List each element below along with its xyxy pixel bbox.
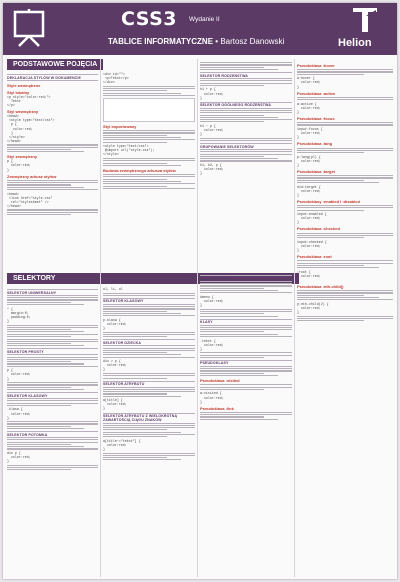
text-block — [7, 382, 98, 390]
subheading-root: Pseudoklasa :root — [297, 254, 332, 260]
heading-selektor-klasowy-2: SELEKTOR KLASOWY — [103, 298, 195, 305]
column-3-bottom — [200, 273, 292, 577]
text-block — [297, 122, 393, 125]
text-block — [7, 465, 98, 471]
column-divider — [100, 59, 101, 577]
text-block — [103, 425, 195, 438]
heading-pseudoklasy: PSEUDOKLASY — [200, 360, 292, 367]
subheading-style-wewnetrzne: Style wewnętrzne — [7, 83, 41, 88]
heading-selektor-rodzenstwa: SELEKTOR RODZEŃSTWA — [200, 72, 292, 79]
header-banner — [3, 3, 397, 55]
text-block — [103, 332, 195, 338]
text-block — [297, 175, 393, 183]
text-block — [297, 233, 393, 239]
code-nth-child: p:nth-child(2) { color:red; } — [297, 301, 329, 315]
text-block — [200, 138, 292, 141]
text-block — [297, 316, 393, 322]
heading-deklaracja: DEKLARACJA STYLÓW W DOKUMENCIE — [7, 74, 98, 81]
subheading-styl-zewnetrzny: Styl zewnętrzny — [7, 154, 38, 160]
sheet-title: CSS3 — [121, 8, 178, 30]
code-klasy: .tekst { color:red; } — [200, 338, 224, 351]
text-block — [103, 174, 195, 189]
text-block — [297, 69, 393, 75]
text-block — [200, 412, 292, 420]
text-block — [200, 352, 292, 358]
text-block — [103, 453, 195, 461]
cheat-sheet-page — [3, 3, 397, 579]
author-name: Bartosz Danowski — [220, 37, 285, 46]
text-block — [200, 283, 292, 293]
code-enabled: input:enabled { color:red; } — [297, 212, 327, 225]
text-block — [200, 384, 292, 390]
text-block — [7, 297, 98, 305]
heading-selektor-uniwersalny: SELEKTOR UNIWERSALNY — [7, 289, 98, 296]
text-block — [7, 421, 98, 429]
code-active: a:active { color:red; } — [297, 101, 321, 114]
text-block — [7, 180, 98, 190]
subheading-nth-child: Pseudoklasa :nth-child() — [297, 284, 344, 289]
heading-selektor-ogolnego-rodzenstwa: SELEKTOR OGÓLNEGO RODZEŃSTWA — [200, 102, 292, 109]
subheading-active: Pseudoklasa :active — [297, 90, 336, 96]
text-block — [7, 357, 98, 367]
heading-selektor-potomka: SELEKTOR POTOMKA — [7, 431, 98, 438]
subheading-budowa-arkusza: Budowa zewnętrznego arkusza stylów — [103, 167, 176, 173]
text-block — [103, 293, 195, 296]
subheading-styl-wewnetrzny: Styl wewnętrzny — [7, 109, 39, 115]
diagram-box — [103, 98, 195, 122]
text-block — [200, 80, 292, 86]
text-block — [7, 439, 98, 449]
text-block — [103, 348, 195, 358]
publisher-name: Helion — [338, 37, 372, 49]
code-root: :root { color:red; } — [297, 269, 321, 282]
column-1-top — [7, 72, 98, 272]
section-selektory: SELEKTORY — [7, 273, 299, 284]
code-atrybutu-wielokrotny: a[title~="tekst"] { color:red; } — [103, 438, 141, 451]
subheading-focus: Pseudoklasa :focus — [297, 115, 335, 121]
text-block — [103, 306, 195, 316]
subtitle — [108, 37, 284, 46]
heading-selektor-atrybutu-wielokrotny: SELEKTOR ATRYBUTU Z WIELOKROTNĄ ZAWARTOŚCIĄ CIĄGU ZNAKÓW — [103, 413, 195, 424]
text-block — [103, 158, 195, 166]
code-list-example: ul, li, ol — [103, 287, 123, 291]
subheading-target: Pseudoklasa :target — [297, 168, 336, 174]
heading-selektor-dziecka: SELEKTOR DZIECKA — [103, 339, 195, 346]
text-block — [297, 97, 393, 100]
code-atrybutu: a[title] { color:red; } — [103, 398, 127, 411]
code-klasowy-2: p.klasa { color:red; } — [103, 317, 127, 331]
text-block — [103, 389, 195, 397]
subheading-link: Pseudoklasa :link — [200, 405, 234, 411]
subheading-hover: Pseudoklasa :hover — [297, 63, 335, 68]
text-block — [297, 260, 393, 268]
subheading-lang: Pseudoklasa :lang — [297, 141, 333, 147]
heading-selektor-klasowy: SELEKTOR KLASOWY — [7, 392, 98, 399]
column-2-top — [103, 72, 195, 272]
column-3-top — [200, 61, 292, 273]
series-name: TABLICE INFORMATYCZNE — [108, 37, 214, 46]
code-ogolnego-rodzenstwa: h1 ~ p { color:red; } — [200, 123, 224, 137]
text-block — [103, 130, 195, 143]
heading-selektor-atrybutu: SELEKTOR ATRYBUTU — [103, 381, 195, 388]
column-4 — [297, 61, 393, 577]
subheading-visited: Pseudoklasa :visited — [200, 378, 240, 384]
code-potomka: div p { color:red; } — [7, 451, 31, 464]
text-block — [103, 373, 195, 379]
column-divider — [294, 59, 295, 577]
code-link-stylesheet: <head> <link href="style.css" rel="stylesheet" /> </head> — [7, 191, 53, 208]
text-block — [297, 290, 393, 300]
text-block — [200, 110, 292, 123]
code-lang: p:lang(pl) { color:red; } — [297, 154, 321, 167]
subheading-zewnetrzny-arkusz: Zewnętrzny arkusz stylów — [7, 173, 57, 179]
text-block — [103, 86, 195, 96]
code-styl-zewnetrzny: p { color:red; } — [7, 159, 31, 172]
subheading-styl-lokalny: Styl lokalny — [7, 90, 30, 95]
subheading-styl-importowany: Styl importowany — [103, 124, 137, 129]
text-block — [7, 400, 98, 406]
text-block — [297, 148, 393, 154]
text-block — [200, 62, 292, 70]
code-target: #id:target { color:red; } — [297, 184, 321, 197]
heading-identyfikatory: IDENTYFIKATORY — [200, 275, 292, 282]
helion-logo-icon — [351, 8, 379, 32]
code-dziecka: div > p { color:red; } — [103, 359, 127, 372]
column-1-bottom — [7, 287, 98, 577]
code-uniwersalny: * { margin:0; padding:0; } — [7, 306, 31, 323]
code-styl-lokalny: <p style="color:red;"> Tekst </p> — [7, 95, 51, 108]
edition-label: Wydanie II — [189, 16, 220, 23]
code-rodzenstwa: h1 + p { color:red; } — [200, 87, 224, 100]
code-identyfikatory: #menu { color:red; } — [200, 294, 224, 308]
text-block — [297, 205, 393, 211]
presentation-board-icon — [11, 9, 47, 47]
text-block — [200, 368, 292, 376]
text-block — [7, 209, 98, 215]
code-klasowy: .klasa { color:red; } — [7, 407, 31, 420]
separator-dot: • — [215, 37, 219, 46]
code-styl-wewnetrzny: <head> <style type="text/css"> p { color:red; } </style> </head> — [7, 114, 55, 143]
code-grupowanie: h1, h2, p { color:red; } — [200, 163, 224, 176]
subheading-enabled-disabled: Pseudoklasy :enabled i :disabled — [297, 198, 360, 204]
subheading-checked: Pseudoklasa :checked — [297, 226, 340, 232]
code-focus: input:focus { color:red; } — [297, 127, 323, 140]
heading-selektor-prosty: SELEKTOR PROSTY — [7, 348, 98, 355]
text-block — [200, 327, 292, 337]
code-hover: a:hover { color:red; } — [297, 76, 321, 89]
text-block — [7, 325, 98, 338]
section-podstawowe-pojecia: PODSTAWOWE POJĘCIA — [7, 59, 103, 70]
code-prosty: p { color:red; } — [7, 368, 31, 381]
column-divider — [197, 59, 198, 577]
text-block — [200, 309, 292, 317]
text-block — [7, 339, 98, 347]
code-import: <style type="text/css"> @import url("style.css"); </style> — [103, 144, 155, 157]
code-visited: a:visited { color:red; } — [200, 391, 224, 404]
heading-grupowanie: GRUPOWANIE SELEKTORÓW — [200, 143, 292, 150]
text-block — [200, 151, 292, 161]
code-checked: input:checked { color:red; } — [297, 239, 327, 252]
heading-klasy: KLASY — [200, 319, 292, 326]
code-div-example: <div id=""> <p>Tekst</p> </div> — [103, 72, 129, 85]
column-2-bottom — [103, 287, 195, 577]
text-block — [7, 144, 98, 152]
